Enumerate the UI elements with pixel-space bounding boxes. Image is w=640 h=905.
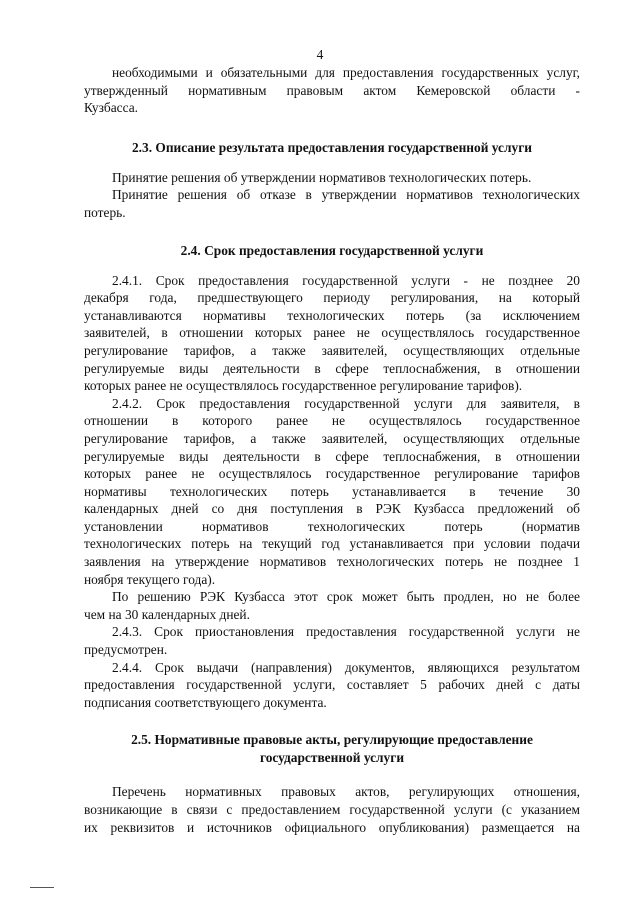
text-line: ноября текущего года). [84, 571, 216, 587]
text-line: технологических потерь на текущий год устанавливается при условии подачи [84, 536, 580, 552]
section-heading [84, 242, 580, 260]
text-line: календарных дней со дня поступления в РЭК Кузбасса предложений об [84, 501, 580, 517]
text-line: регулирование тарифов, а также заявителей, осуществляющих отдельные [84, 430, 580, 446]
heading-line: государственной услуги [259, 750, 405, 766]
paragraph [84, 272, 580, 395]
text-line: Кузбасса. [84, 100, 139, 116]
footer-mark [30, 887, 54, 888]
text-line: предусмотрен. [84, 642, 168, 658]
text-line: установлении нормативов технологических потерь (норматив [84, 518, 580, 534]
text-line: Перечень нормативных правовых актов, регулирующих отношения, [112, 784, 580, 800]
document-body [84, 64, 580, 836]
text-line: 2.4.4. Срок выдачи (направления) документов, являющихся результатом [112, 659, 580, 675]
heading-line: 2.4. Срок предоставления государственной услуги [180, 242, 484, 258]
text-line: чем на 30 календарных дней. [84, 606, 250, 622]
text-line: необходимыми и обязательными для предоставления государственных услуг, [112, 65, 580, 80]
text-line: их реквизитов и источников официального опубликования) размещается на [84, 819, 580, 835]
paragraph [84, 588, 580, 623]
heading-line: 2.5. Нормативные правовые акты, регулирующие предоставление [131, 732, 533, 748]
paragraph [84, 64, 580, 117]
text-line: Принятие решения об утверждении нормативов технологических потерь. [112, 169, 532, 185]
text-line: 2.4.2. Срок предоставления государственной услуги для заявителя, в [112, 395, 580, 411]
text-line: потерь. [84, 204, 126, 220]
paragraph [84, 186, 580, 221]
text-line: отношении в которого ранее не осуществлялось государственное [84, 413, 580, 429]
paragraph [84, 623, 580, 658]
text-line: 2.4.1. Срок предоставления государственной услуги - не позднее 20 [112, 272, 580, 288]
text-line: 2.4.3. Срок приостановления предоставления государственной услуги не [112, 624, 580, 640]
text-line: нормативы технологических потерь устанавливается в течение 30 [84, 483, 580, 499]
text-line: возникающие в связи с предоставлением государственной услуги (с указанием [84, 802, 580, 817]
text-line: регулируемые виды деятельности в сфере теплоснабжения, в отношении [84, 448, 580, 464]
paragraph [84, 659, 580, 712]
text-line: заявителей, в отношении которых ранее не осуществлялось государственное [84, 325, 580, 341]
paragraph [84, 783, 580, 836]
text-line: Принятие решения об отказе в утверждении нормативов технологических [112, 187, 580, 203]
text-line: По решению РЭК Кузбасса этот срок может быть продлен, но не более [112, 589, 580, 605]
paragraph [84, 169, 580, 187]
text-line: устанавливаются нормативы технологических потерь (за исключением [84, 307, 580, 323]
text-line: регулируемые виды деятельности в сфере теплоснабжения, в отношении [84, 360, 580, 376]
heading-line: 2.3. Описание результата предоставления государственной услуги [131, 139, 533, 155]
text-line: подписания соответствующего документа. [84, 694, 327, 710]
text-line: декабря года, предшествующего периоду регулирования, на который [84, 290, 580, 306]
text-line: утвержденный нормативным правовым актом Кемеровской области - [84, 82, 580, 98]
text-line: регулирование тарифов, а также заявителей, осуществляющих отдельные [84, 342, 580, 358]
text-line: которых ранее не осуществлялось государственное регулирование тарифов). [84, 378, 523, 394]
text-line: предоставления государственной услуги, составляет 5 рабочих дней с даты [84, 677, 580, 693]
text-line: заявления на утверждение нормативов технологических потерь не позднее 1 [84, 554, 580, 570]
text-line: которых ранее не осуществлялось государственное регулирование тарифов [84, 466, 580, 482]
section-heading [84, 731, 580, 767]
paragraph [84, 395, 580, 589]
section-heading [84, 139, 580, 157]
page-number: 4 [316, 47, 324, 62]
